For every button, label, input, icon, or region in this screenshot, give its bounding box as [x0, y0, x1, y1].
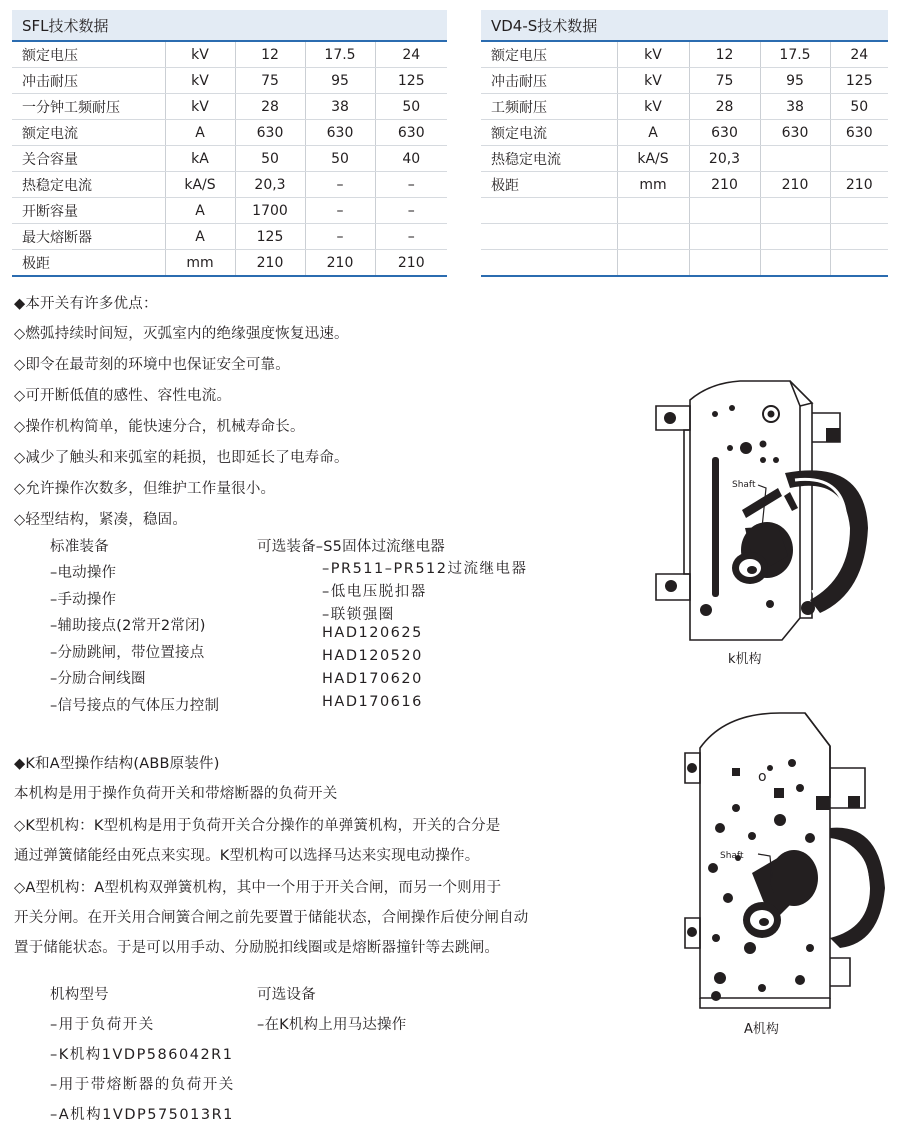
value-cell: 38: [760, 94, 830, 120]
a-mechanism-illustration: [680, 708, 890, 1013]
value-cell: [760, 198, 830, 224]
value-cell: 75: [689, 68, 760, 94]
k-mechanism-line: ◇K型机构：K型机构是用于负荷开关合分操作的单弹簧机构，开关的合分是: [14, 818, 501, 834]
vd4-table-title: VD4-S技术数据: [481, 10, 888, 41]
table-row: [481, 250, 888, 277]
model-item: –A机构1VDP575013R1: [50, 1107, 234, 1123]
a-mechanism-line: 置于储能状态。于是可以用手动、分励脱扣线圈或是熔断器撞针等去跳闸。: [14, 940, 500, 956]
optional-equipment-item: HAD170620: [322, 671, 423, 687]
optional-equipment-item: –低电压脱扣器: [322, 583, 427, 600]
advantage-item: ◇轻型结构，紧凑，稳固。: [14, 512, 188, 528]
unit-cell: kV: [165, 94, 235, 120]
value-cell: 210: [830, 172, 888, 198]
value-cell: 75: [235, 68, 305, 94]
value-cell: [689, 224, 760, 250]
table-row: [481, 94, 888, 120]
advantage-item: ◇燃弧持续时间短，灭弧室内的绝缘强度恢复迅速。: [14, 326, 349, 342]
param-cell: 额定电压: [481, 41, 617, 68]
value-cell: 38: [305, 94, 375, 120]
table-row: [12, 68, 447, 94]
value-cell: [830, 198, 888, 224]
value-cell: 125: [235, 224, 305, 250]
param-cell: 极距: [12, 250, 165, 277]
value-cell: 17.5: [305, 41, 375, 68]
standard-equipment-item: –辅助接点(2常开2常闭): [50, 618, 206, 635]
param-cell: 热稳定电流: [12, 172, 165, 198]
table-row: [12, 41, 447, 68]
value-cell: 24: [830, 41, 888, 68]
param-cell: [481, 198, 617, 224]
value-cell: 50: [375, 94, 447, 120]
a-mechanism-line: 开关分闸。在开关用合闸簧合闸之前先要置于储能状态，合闸操作后使分闸自动: [14, 910, 529, 926]
value-cell: 12: [689, 41, 760, 68]
param-cell: 工频耐压: [481, 94, 617, 120]
unit-cell: kV: [617, 94, 689, 120]
value-cell: 40: [375, 146, 447, 172]
table-row: [12, 172, 447, 198]
table-row: [12, 146, 447, 172]
param-cell: 冲击耐压: [12, 68, 165, 94]
param-cell: [481, 250, 617, 277]
value-cell: 630: [830, 120, 888, 146]
param-cell: [481, 224, 617, 250]
value-cell: 210: [689, 172, 760, 198]
a-shaft-label: Shaft: [720, 851, 744, 861]
value-cell: 125: [375, 68, 447, 94]
param-cell: 关合容量: [12, 146, 165, 172]
value-cell: 50: [235, 146, 305, 172]
standard-equipment-item: –分励跳闸，带位置接点: [50, 644, 205, 661]
value-cell: 50: [305, 146, 375, 172]
value-cell: 125: [830, 68, 888, 94]
param-cell: 最大熔断器: [12, 224, 165, 250]
unit-cell: A: [165, 198, 235, 224]
param-cell: 额定电流: [481, 120, 617, 146]
standard-equipment-title: 标准装备: [50, 539, 109, 555]
param-cell: 热稳定电流: [481, 146, 617, 172]
value-cell: [760, 250, 830, 277]
advantages-heading: ◆本开关有许多优点：: [14, 296, 158, 312]
value-cell: 630: [760, 120, 830, 146]
table-row: [12, 198, 447, 224]
mechanism-intro: 本机构是用于操作负荷开关和带熔断器的负荷开关: [14, 786, 338, 802]
value-cell: –: [375, 172, 447, 198]
param-cell: 开断容量: [12, 198, 165, 224]
advantage-item: ◇即令在最苛刻的环境中也保证安全可靠。: [14, 357, 290, 373]
value-cell: [760, 146, 830, 172]
param-cell: 冲击耐压: [481, 68, 617, 94]
models-left-title: 机构型号: [50, 987, 109, 1003]
value-cell: –: [375, 224, 447, 250]
unit-cell: kA: [165, 146, 235, 172]
unit-cell: kV: [617, 68, 689, 94]
value-cell: 28: [689, 94, 760, 120]
unit-cell: A: [617, 120, 689, 146]
value-cell: –: [305, 172, 375, 198]
unit-cell: A: [165, 120, 235, 146]
advantage-item: ◇可开断低值的感性、容性电流。: [14, 388, 232, 404]
table-row: [12, 250, 447, 277]
value-cell: 630: [235, 120, 305, 146]
standard-equipment-item: –信号接点的气体压力控制: [50, 698, 220, 714]
k-mechanism-caption: k机构: [728, 652, 762, 667]
unit-cell: mm: [165, 250, 235, 277]
value-cell: –: [375, 198, 447, 224]
standard-equipment-item: –电动操作: [50, 565, 117, 581]
value-cell: [689, 198, 760, 224]
table-row: [481, 41, 888, 68]
value-cell: 1700: [235, 198, 305, 224]
optional-equipment-item: HAD120520: [322, 648, 423, 665]
value-cell: 210: [235, 250, 305, 277]
table-row: [481, 146, 888, 172]
value-cell: 210: [305, 250, 375, 277]
sfl-table-title: SFL技术数据: [12, 10, 447, 41]
a-mechanism-caption: A机构: [744, 1022, 779, 1037]
vd4-table: [481, 10, 888, 277]
mechanism-heading: ◆K和A型操作结构(ABB原装件): [14, 756, 220, 772]
value-cell: 28: [235, 94, 305, 120]
models-right-title: 可选设备: [257, 987, 316, 1003]
param-cell: 额定电压: [12, 41, 165, 68]
value-cell: [830, 250, 888, 277]
value-cell: 17.5: [760, 41, 830, 68]
unit-cell: [617, 198, 689, 224]
unit-cell: mm: [617, 172, 689, 198]
table-row: [12, 224, 447, 250]
value-cell: 630: [305, 120, 375, 146]
value-cell: 210: [760, 172, 830, 198]
unit-cell: kV: [165, 41, 235, 68]
unit-cell: [617, 250, 689, 277]
value-cell: –: [305, 224, 375, 250]
value-cell: 95: [305, 68, 375, 94]
advantage-item: ◇允许操作次数多，但维护工作量很小。: [14, 481, 276, 497]
param-cell: 极距: [481, 172, 617, 198]
optional-device-item: –在K机构上用马达操作: [257, 1017, 407, 1033]
standard-equipment-item: –手动操作: [50, 591, 117, 608]
unit-cell: kA/S: [617, 146, 689, 172]
k-shaft-label: Shaft: [732, 480, 756, 490]
value-cell: [830, 224, 888, 250]
table-row: [481, 224, 888, 250]
advantage-item: ◇操作机构简单，能快速分合，机械寿命长。: [14, 419, 305, 435]
model-item: –用于带熔断器的负荷开关: [50, 1077, 235, 1093]
value-cell: 210: [375, 250, 447, 277]
unit-cell: kV: [165, 68, 235, 94]
model-item: –K机构1VDP586042R1: [50, 1047, 234, 1063]
param-cell: 一分钟工频耐压: [12, 94, 165, 120]
value-cell: [689, 250, 760, 277]
value-cell: –: [305, 198, 375, 224]
value-cell: 24: [375, 41, 447, 68]
value-cell: [830, 146, 888, 172]
value-cell: 95: [760, 68, 830, 94]
advantage-item: ◇减少了触头和来弧室的耗损，也即延长了电寿命。: [14, 450, 349, 466]
optional-equipment-item: HAD170616: [322, 693, 423, 710]
optional-equipment-item: HAD120625: [322, 625, 423, 642]
value-cell: 20,3: [235, 172, 305, 198]
standard-equipment-item: –分励合闸线圈: [50, 671, 146, 688]
table-row: [481, 68, 888, 94]
k-mechanism-illustration: [650, 378, 870, 643]
value-cell: [760, 224, 830, 250]
table-row: [481, 198, 888, 224]
k-mechanism-line: 通过弹簧储能经由死点来实现。K型机构可以选择马达来实现电动操作。: [14, 848, 480, 864]
sfl-table: [12, 10, 447, 277]
a-figure-letter: o: [758, 769, 767, 785]
optional-equipment-title: 可选装备–S5固体过流继电器: [257, 539, 445, 555]
param-cell: 额定电流: [12, 120, 165, 146]
model-item: –用于负荷开关: [50, 1017, 155, 1033]
table-row: [12, 120, 447, 146]
unit-cell: [617, 224, 689, 250]
value-cell: 12: [235, 41, 305, 68]
unit-cell: A: [165, 224, 235, 250]
table-row: [481, 120, 888, 146]
unit-cell: kV: [617, 41, 689, 68]
unit-cell: kA/S: [165, 172, 235, 198]
optional-equipment-item: –联锁强圈: [322, 606, 395, 623]
value-cell: 20,3: [689, 146, 760, 172]
table-row: [12, 94, 447, 120]
table-row: [481, 172, 888, 198]
value-cell: 50: [830, 94, 888, 120]
optional-equipment-item: –PR511–PR512过流继电器: [322, 561, 528, 577]
value-cell: 630: [689, 120, 760, 146]
a-mechanism-line: ◇A型机构：A型机构双弹簧机构，其中一个用于开关合闸，而另一个则用于: [14, 880, 502, 896]
value-cell: 630: [375, 120, 447, 146]
